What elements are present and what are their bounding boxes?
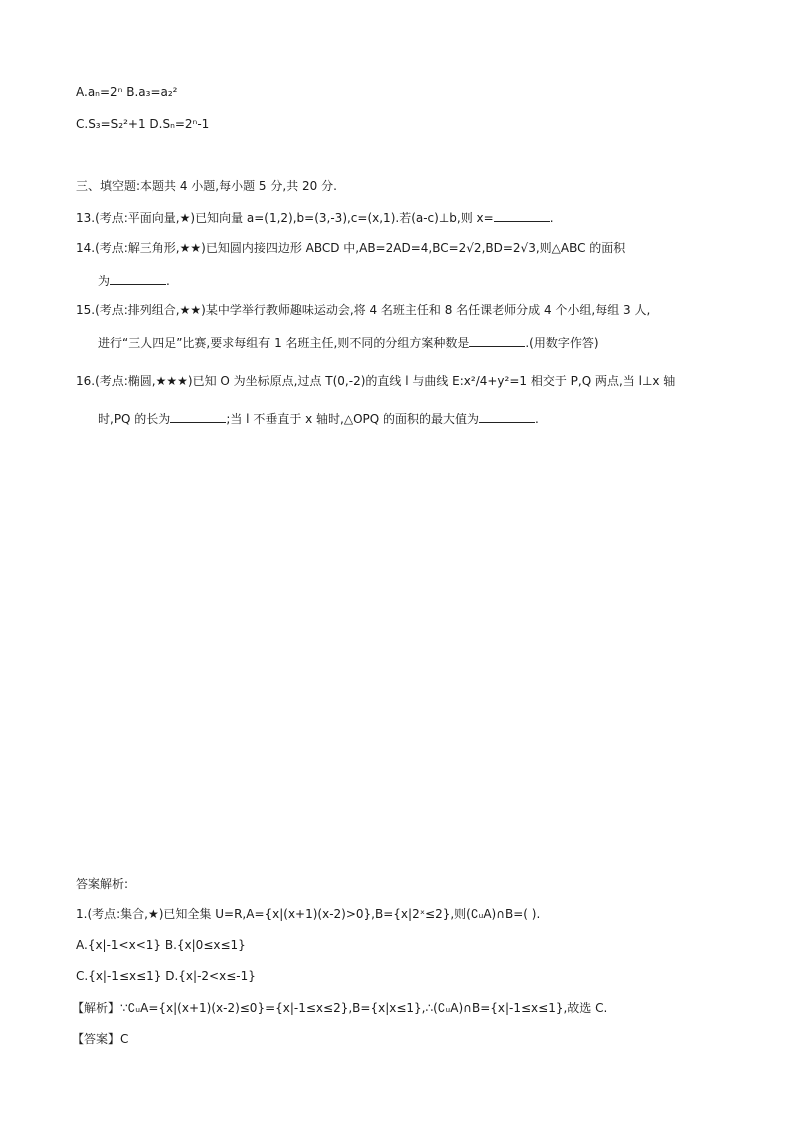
answer-q1-options-cd: C.{x|-1≤x≤1} D.{x|-2<x≤-1} — [76, 969, 256, 983]
question-16-line1: 16.(考点:椭圆,★★★)已知 O 为坐标原点,过点 T(0,-2)的直线 l 与曲线 E:x²/4+y²=1 相交于 P,Q 两点,当 l⊥x 轴 — [76, 374, 676, 388]
q15-end: .(用数字作答) — [525, 336, 599, 350]
question-15-line2 — [98, 334, 599, 351]
option-line-ab: A.aₙ=2ⁿ B.a₃=a₂² — [76, 85, 178, 99]
answer-blank-area[interactable] — [479, 410, 535, 423]
section-title: 三、填空题:本题共 4 小题,每小题 5 分,共 20 分. — [76, 179, 337, 193]
q14-end: . — [166, 274, 170, 288]
answer-q1-analysis: 【解析】∵∁ᵤA={x|(x+1)(x-2)≤0}={x|-1≤x≤2},B={x|x≤1},∴(∁ᵤA)∩B={x|-1≤x≤1},故选 C. — [72, 1001, 608, 1015]
answers-heading: 答案解析: — [76, 877, 129, 891]
q16-text-a: 时,PQ 的长为 — [98, 412, 171, 426]
answer-q1-answer: 【答案】C — [72, 1032, 129, 1046]
question-14-line2 — [98, 272, 170, 289]
question-14-line1: 14.(考点:解三角形,★★)已知圆内接四边形 ABCD 中,AB=2AD=4,BC=2√2,BD=2√3,则△ABC 的面积 — [76, 241, 626, 255]
answer-q1-stem: 1.(考点:集合,★)已知全集 U=R,A={x|(x+1)(x-2)>0},B={x|2ˣ≤2},则(∁ᵤA)∩B=( ). — [76, 907, 541, 921]
question-16-line2 — [98, 410, 539, 427]
answer-blank-pq[interactable] — [170, 410, 226, 423]
answer-q1-options-ab: A.{x|-1<x<1} B.{x|0≤x≤1} — [76, 938, 246, 952]
q13-end: . — [549, 211, 554, 225]
question-15-line1: 15.(考点:排列组合,★★)某中学举行教师趣味运动会,将 4 名班主任和 8 名任课老师分成 4 个小组,每组 3 人, — [76, 303, 651, 317]
option-line-cd: C.S₃=S₂²+1 D.Sₙ=2ⁿ-1 — [76, 117, 210, 131]
q16-text-b: ;当 l 不垂直于 x 轴时,△OPQ 的面积的最大值为 — [226, 412, 480, 426]
q13-text: 13.(考点:平面向量,★)已知向量 a=(1,2),b=(3,-3),c=(x,1).若(a-c)⊥b,则 x= — [76, 211, 494, 225]
q15-text: 进行“三人四足”比赛,要求每组有 1 名班主任,则不同的分组方案种数是 — [98, 336, 470, 350]
question-13 — [76, 209, 554, 226]
answer-blank[interactable] — [494, 209, 550, 222]
answer-blank[interactable] — [110, 272, 166, 285]
answer-blank[interactable] — [469, 334, 525, 347]
q14-wei: 为 — [98, 274, 111, 288]
q16-text-c: . — [535, 412, 539, 426]
